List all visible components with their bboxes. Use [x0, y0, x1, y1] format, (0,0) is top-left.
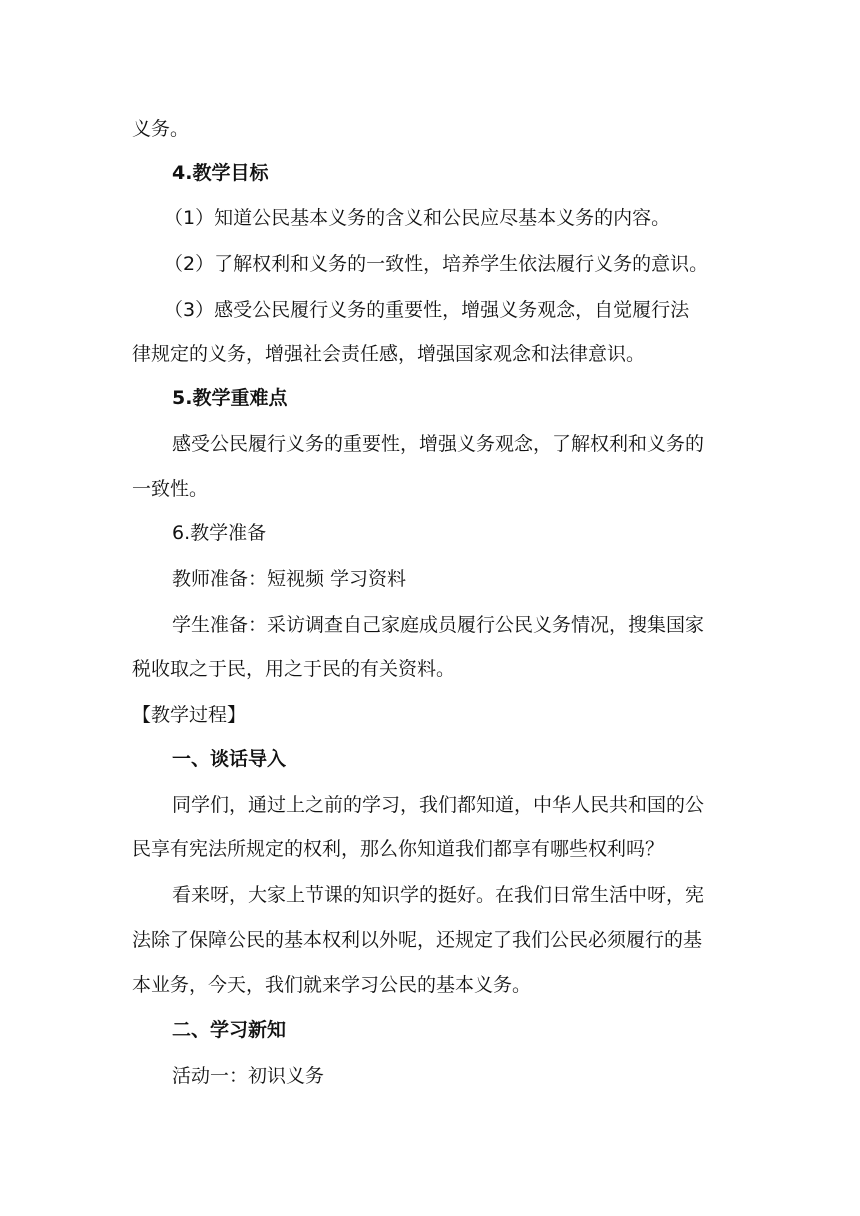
text-line: 感受公民履行义务的重要性，增强义务观念，了解权利和义务的 [172, 433, 705, 455]
text-line: 法除了保障公民的基本权利以外呢，还规定了我们公民必须履行的基 [132, 929, 703, 951]
text-line: （3）感受公民履行义务的重要性，增强义务观念，自觉履行法 [164, 299, 690, 321]
text-line: 看来呀，大家上节课的知识学的挺好。在我们日常生活中呀，宪 [172, 884, 705, 906]
text-line: 学生准备：采访调查自己家庭成员履行公民义务情况，搜集国家 [172, 614, 705, 636]
text-line: 律规定的义务，增强社会责任感，增强国家观念和法律意识。 [132, 343, 646, 365]
text-line: 民享有宪法所规定的权利，那么你知道我们都享有哪些权利吗？ [132, 838, 665, 860]
text-line: 活动一：初识义务 [172, 1065, 325, 1087]
section-heading: 一、谈话导入 [172, 748, 287, 770]
text-line: 一致性。 [132, 478, 209, 500]
text-line: 教师准备：短视频 学习资料 [172, 568, 407, 590]
text-line: 同学们，通过上之前的学习，我们都知道，中华人民共和国的公 [172, 794, 705, 816]
section-heading: 【教学过程】 [132, 704, 247, 726]
section-heading: 5.教学重难点 [172, 387, 288, 409]
section-heading: 4.教学目标 [172, 162, 269, 184]
text-line: 义务。 [132, 118, 190, 140]
text-line: 本业务，今天，我们就来学习公民的基本义务。 [132, 974, 532, 996]
section-heading: 二、学习新知 [172, 1019, 287, 1041]
text-line: （1）知道公民基本义务的含义和公民应尽基本义务的内容。 [164, 207, 671, 229]
text-line: （2）了解权利和义务的一致性，培养学生依法履行义务的意识。 [164, 253, 709, 275]
text-line: 税收取之于民，用之于民的有关资料。 [132, 658, 456, 680]
section-heading: 6.教学准备 [172, 522, 267, 544]
